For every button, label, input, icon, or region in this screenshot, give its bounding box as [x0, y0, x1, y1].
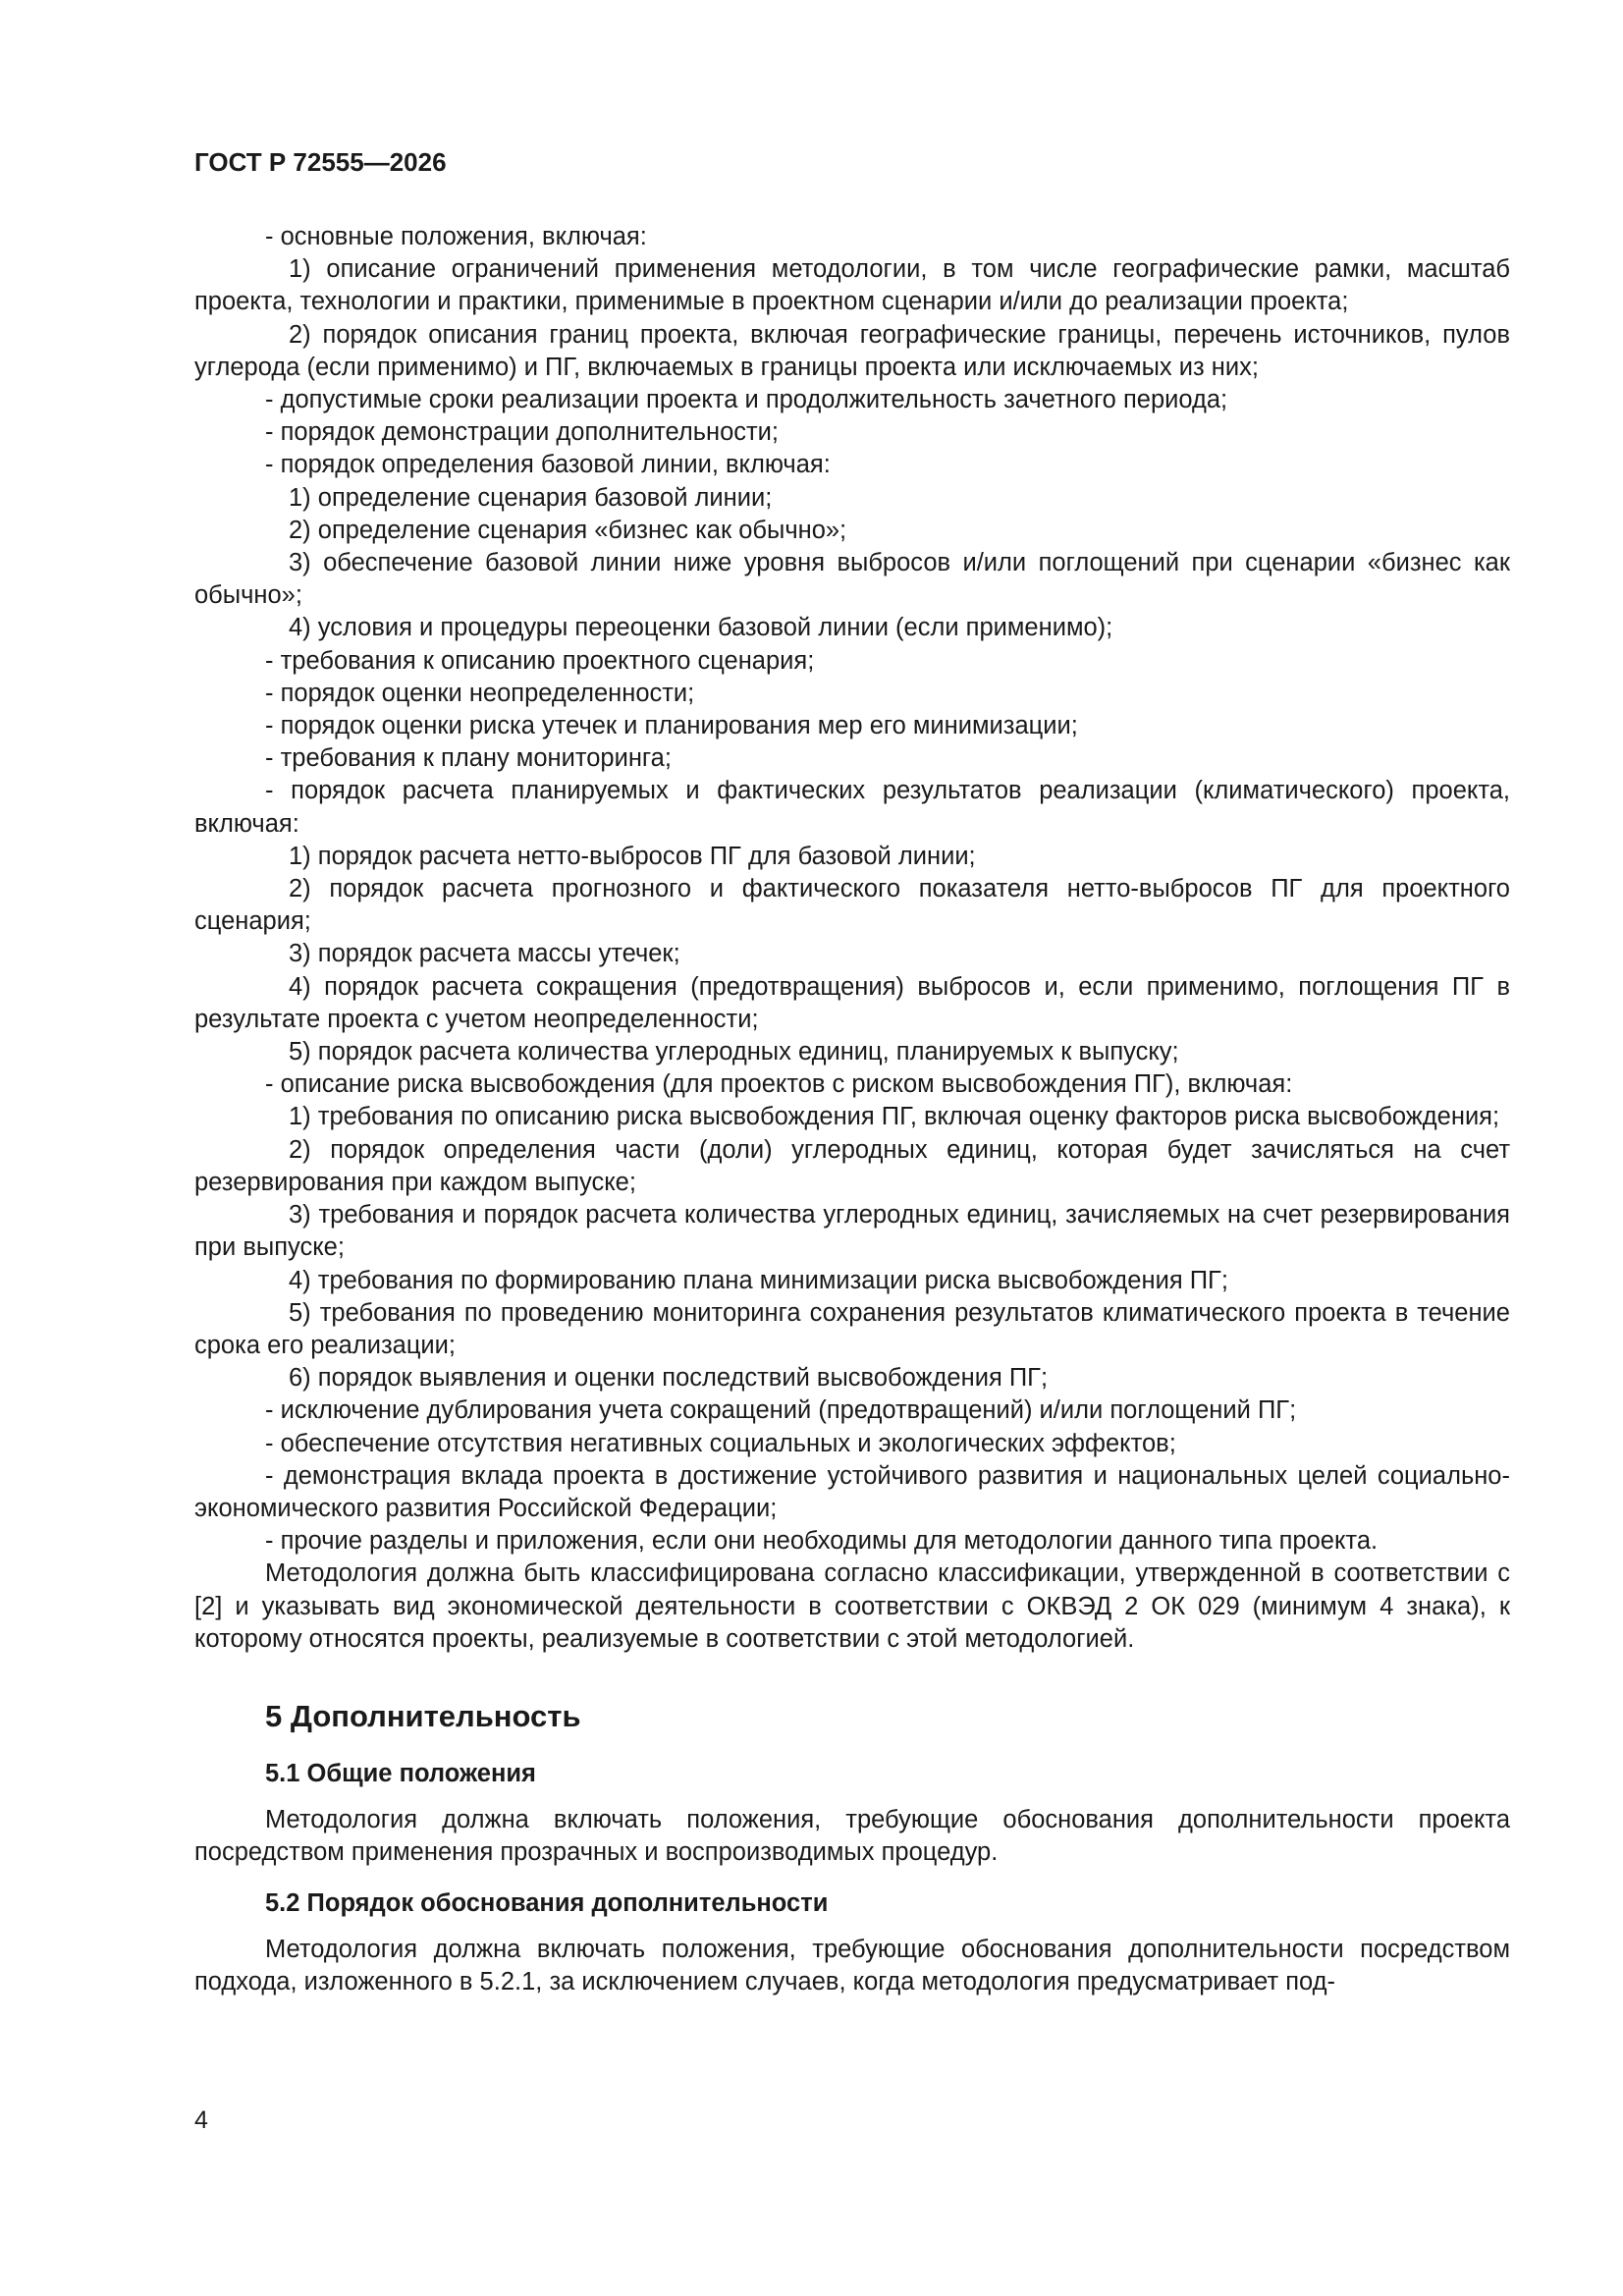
requirements-list	[194, 221, 1510, 1656]
numbered-item: 1) описание ограничений применения методологии, в том числе географические рамки, масштаб проекта, технологии и практики, применимые в проектном сценарии и/или до реализации проекта;	[194, 255, 1510, 316]
numbered-item: 5) требования по проведению мониторинга сохранения результатов климатического проекта в течение срока его реализации;	[194, 1298, 1510, 1359]
numbered-item: 2) порядок описания границ проекта, включая географические границы, перечень источников, пулов углерода (если применимо) и ПГ, включаемых в границы проекта или исключаемых из них;	[194, 320, 1510, 381]
numbered-item: 5) порядок расчета количества углеродных единиц, планируемых к выпуску;	[289, 1038, 1179, 1066]
list-item: Методология должна быть классифицирована согласно классификации, утвержденной в соответствии с [2] и указывать вид экономической деятельности в соответствии с ОКВЭД 2 ОК 029 (минимум 4 знака), к которому относятся проекты, реализуемые в соответствии с этой методологией.	[194, 1559, 1510, 1653]
numbered-item: 4) порядок расчета сокращения (предотвращения) выбросов и, если применимо, поглощения ПГ в результате проекта с учетом неопределенности;	[194, 972, 1510, 1033]
list-item: - описание риска высвобождения (для проектов с риском высвобождения ПГ), включая:	[265, 1070, 1293, 1099]
numbered-item: 1) требования по описанию риска высвобождения ПГ, включая оценку факторов риска высвобождения;	[289, 1103, 1500, 1131]
document-header: ГОСТ Р 72555—2026	[194, 147, 447, 177]
list-item: - основные положения, включая:	[265, 223, 647, 250]
numbered-item: 3) требования и порядок расчета количества углеродных единиц, зачисляемых на счет резервирования при выпуске;	[194, 1201, 1510, 1262]
numbered-item: 6) порядок выявления и оценки последствий высвобождения ПГ;	[289, 1364, 1049, 1393]
list-item: - исключение дублирования учета сокращений (предотвращений) и/или поглощений ПГ;	[265, 1396, 1297, 1425]
list-item: - порядок определения базовой линии, включая:	[265, 451, 831, 479]
subsection-heading: 5.2 Порядок обоснования дополнительности	[265, 1888, 829, 1917]
list-item: - порядок оценки неопределенности;	[265, 679, 695, 707]
list-item: - допустимые сроки реализации проекта и продолжительность зачетного периода;	[265, 386, 1228, 414]
numbered-item: 3) порядок расчета массы утечек;	[289, 940, 680, 968]
paragraph: Методология должна включать положения, требующие обоснования дополнительности проекта посредством применения прозрачных и воспроизводимых процедур.	[194, 1806, 1510, 1867]
numbered-item: 3) обеспечение базовой линии ниже уровня выбросов и/или поглощений при сценарии «бизнес как обычно»;	[194, 549, 1510, 610]
list-item: - требования к описанию проектного сценария;	[265, 646, 815, 675]
list-item: - демонстрация вклада проекта в достижение устойчивого развития и национальных целей социально-экономического развития Российской Федерации;	[194, 1461, 1510, 1522]
numbered-item: 2) порядок определения части (доли) углеродных единиц, которая будет зачисляться на счет резервирования при каждом выпуске;	[194, 1135, 1510, 1196]
numbered-item: 2) порядок расчета прогнозного и фактического показателя нетто-выбросов ПГ для проектного сценария;	[194, 875, 1510, 936]
numbered-item: 4) условия и процедуры переоценки базовой линии (если применимо);	[289, 614, 1113, 642]
numbered-item: 4) требования по формированию плана минимизации риска высвобождения ПГ;	[289, 1266, 1228, 1294]
page-number: 4	[194, 2106, 208, 2134]
numbered-item: 1) порядок расчета нетто-выбросов ПГ для базовой линии;	[289, 842, 976, 870]
list-item: - прочие разделы и приложения, если они необходимы для методологии данного типа проекта.	[265, 1527, 1379, 1556]
list-item: - порядок оценки риска утечек и планирования мер его минимизации;	[265, 712, 1078, 740]
section-heading: 5 Дополнительность	[265, 1698, 581, 1733]
list-item: - порядок демонстрации дополнительности;	[265, 418, 780, 447]
subsection-heading: 5.1 Общие положения	[265, 1759, 536, 1787]
list-item: - обеспечение отсутствия негативных социальных и экологических эффектов;	[265, 1429, 1176, 1457]
paragraph: Методология должна включать положения, требующие обоснования дополнительности посредством подхода, изложенного в 5.2.1, за исключением случаев, когда методология предусматривает под-	[194, 1935, 1510, 1995]
numbered-item: 1) определение сценария базовой линии;	[289, 483, 773, 512]
list-item: - порядок расчета планируемых и фактических результатов реализации (климатического) проекта, включая:	[194, 777, 1510, 838]
document-body	[194, 221, 1510, 1998]
list-item: - требования к плану мониторинга;	[265, 744, 672, 773]
numbered-item: 2) определение сценария «бизнес как обычно»;	[289, 516, 847, 544]
